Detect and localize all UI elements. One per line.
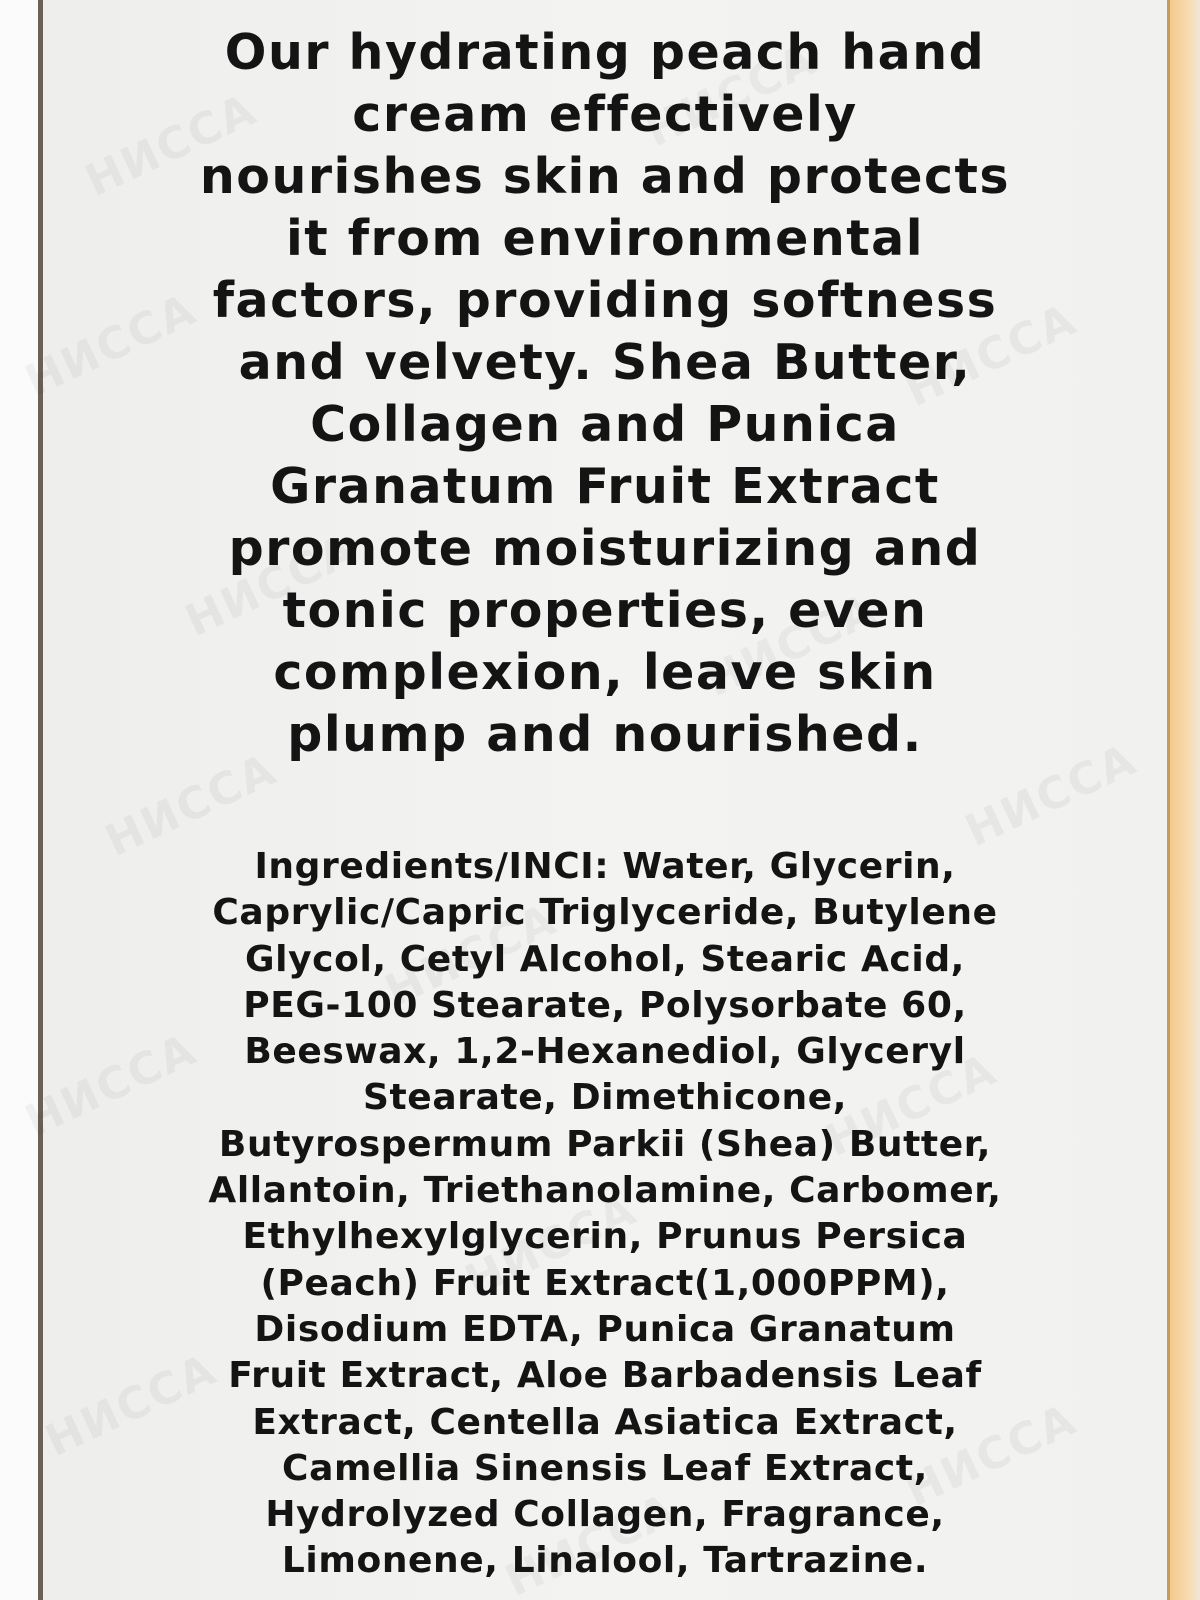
left-margin — [0, 0, 38, 1600]
right-packaging-edge — [1170, 0, 1200, 1600]
product-description: Our hydrating peach hand cream effectively nourishes skin and protects it from environmental factors, providing softness and velvety. Shea Butter, Collagen and Punica Granatum Fruit Extract promote moisturizing and tonic properties, even complexion, leave skin plump and nourished. — [199, 24, 1011, 763]
ingredients-list: Ingredients/INCI: Water, Glycerin, Caprylic/Capric Triglyceride, Butylene Glycol, Cetyl Alcohol, Stearic Acid, PEG-100 Stearate, Polysorbate 60, Beeswax, 1,2-Hexanediol, Glyceryl Stearate, Dimethicone, Butyrospermum Parkii (Shea) Butter, Allantoin, Triethanolamine, Carbomer, Ethylhexylglycerin, Prunus Persica (Peach) Fruit Extract(1,000PPM), Disodium EDTA, Punica Granatum Fruit Extract, Aloe Barbadensis Leaf Extract, Centella Asiatica Extract, Camellia Sinensis Leaf Extract, Hydrolyzed Collagen, Fragrance, Limonene, Linalool, Tartrazine. — [208, 846, 1002, 1582]
